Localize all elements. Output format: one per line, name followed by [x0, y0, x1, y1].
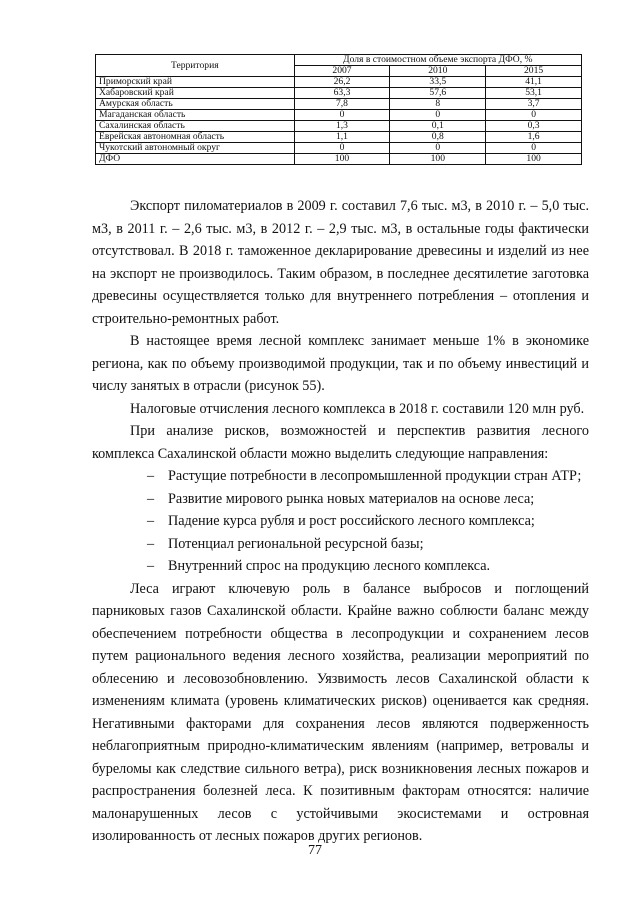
territory-name: Магаданская область: [96, 110, 295, 121]
table-row: [96, 110, 582, 121]
list-item-text: Развитие мирового рынка новых материалов на основе леса;: [168, 490, 535, 507]
table-row: [96, 99, 582, 110]
territory-name: Сахалинская область: [96, 121, 295, 132]
list-dash: –: [147, 468, 155, 484]
table-row: [96, 121, 582, 132]
territory-name: Чукотский автономный округ: [96, 143, 295, 154]
page-number: 77: [308, 843, 322, 858]
table-header-row: [96, 55, 582, 66]
header-share: Доля в стоимостном объеме экспорта ДФО, %: [294, 55, 581, 66]
list-item: [92, 555, 589, 578]
value-cell: 63,3: [294, 88, 390, 99]
value-cell: 0: [486, 110, 582, 121]
paragraph-tax-payments: Налоговые отчисления лесного комплекса в 2018 г. составили 120 млн руб.: [130, 400, 585, 417]
table-row: [96, 77, 582, 88]
value-cell: 0,1: [390, 121, 486, 132]
directions-list: [92, 465, 589, 578]
territory-name: Амурская область: [96, 99, 295, 110]
value-cell: 0: [486, 143, 582, 154]
header-territory: Территория: [96, 55, 295, 77]
paragraph-risk-analysis: При анализе рисков, возможностей и перспектив развития лесного комплекса Сахалинской области можно выделить следующие направления:: [92, 423, 589, 462]
list-item-text: Падение курса рубля и рост российского лесного комплекса;: [168, 513, 535, 529]
body-text: [92, 195, 589, 848]
value-cell: 41,1: [486, 77, 582, 88]
paragraph-lumber-export: Экспорт пиломатериалов в 2009 г. составил 7,6 тыс. м3, в 2010 г. – 5,0 тыс. м3, в 2011 г. – 2,6 тыс. м3, в 2012 г. – 2,9 тыс. м3, в остальные годы фактически отсутствовал. В 2018 г. таможенное декларирование древесины и изделий из нее на экспорт не производилось. Таким образом, в последнее десятилетие заготовка древесины осуществляется только для внутреннего потребления – отопления и строительно-ремонтных работ.: [92, 198, 589, 327]
export-share-table: [95, 54, 582, 165]
list-dash: –: [147, 535, 155, 552]
table-row: [96, 132, 582, 143]
paragraph-forest-complex-share: В настоящее время лесной комплекс занимает меньше 1% в экономике региона, как по объему производимой продукции, так и по объему инвестиций и числу занятых в отрасли (рисунок 55).: [92, 333, 589, 394]
value-cell: 33,5: [390, 77, 486, 88]
value-cell: 100: [294, 154, 390, 165]
territory-name: Еврейская автономная область: [96, 132, 295, 143]
list-item: [92, 533, 589, 556]
list-item: [92, 488, 589, 511]
territory-name: Приморский край: [96, 77, 295, 88]
list-dash: –: [147, 513, 155, 529]
value-cell: 3,7: [486, 99, 582, 110]
value-cell: 53,1: [486, 88, 582, 99]
paragraph-climate-role: Леса играют ключевую роль в балансе выбросов и поглощений парниковых газов Сахалинской области. Крайне важно соблюсти баланс между обеспечением потребности общества в лесопродукции и сохранением лесов путем рационального ведения лесного хозяйства, реализации мероприятий по облесению и лесовозобновлению. Уязвимость лесов Сахалинской области к изменениям климата (уровень климатических рисков) оценивается как средняя. Негативными факторами для сохранения лесов являются подверженность неблагоприятным природно-климатическим явлениям (например, ветровалы и буреломы как следствие сильного ветра), риск возникновения лесных пожаров и распространения болезней леса. К позитивным факторам относятся: наличие малонарушенных лесов с устойчивыми экосистемами и островная изолированность от лесных пожаров других регионов.: [92, 580, 589, 844]
value-cell: 0: [390, 110, 486, 121]
value-cell: 0,3: [486, 121, 582, 132]
territory-name: Хабаровский край: [96, 88, 295, 99]
value-cell: 1,1: [294, 132, 390, 143]
header-year: 2015: [486, 66, 582, 77]
header-year: 2007: [294, 66, 390, 77]
list-item-text: Внутренний спрос на продукцию лесного комплекса.: [168, 558, 491, 574]
value-cell: 1,3: [294, 121, 390, 132]
value-cell: 57,6: [390, 88, 486, 99]
value-cell: 0,8: [390, 132, 486, 143]
list-item: [92, 465, 589, 488]
table-row: [96, 88, 582, 99]
list-dash: –: [147, 490, 155, 507]
value-cell: 100: [390, 154, 486, 165]
territory-name: ДФО: [96, 154, 295, 165]
list-item: [92, 510, 589, 533]
list-item-text: Потенциал региональной ресурсной базы;: [168, 535, 424, 552]
list-item-text: Растущие потребности в лесопромышленной продукции стран АТР;: [168, 468, 582, 484]
value-cell: 0: [294, 110, 390, 121]
value-cell: 100: [486, 154, 582, 165]
value-cell: 0: [294, 143, 390, 154]
table-row: [96, 154, 582, 165]
value-cell: 26,2: [294, 77, 390, 88]
list-dash: –: [147, 558, 155, 574]
value-cell: 1,6: [486, 132, 582, 143]
value-cell: 8: [390, 99, 486, 110]
header-year: 2010: [390, 66, 486, 77]
value-cell: 0: [390, 143, 486, 154]
value-cell: 7,8: [294, 99, 390, 110]
table-row: [96, 143, 582, 154]
